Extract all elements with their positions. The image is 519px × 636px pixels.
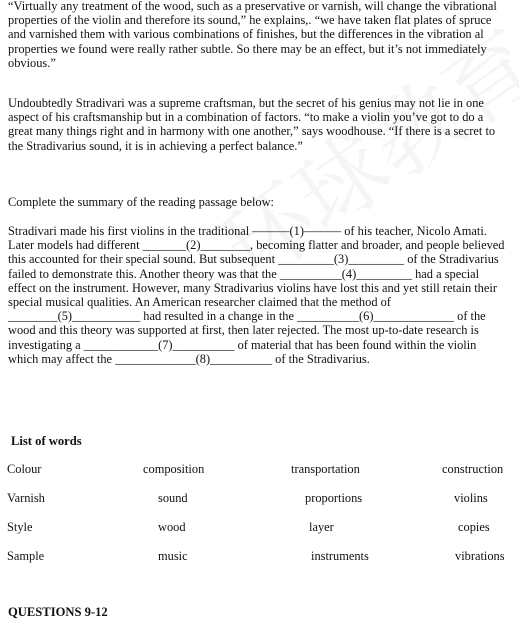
passage-paragraph-2: Undoubtedly Stradivari was a supreme craftsman, but the secret of his genius may not lie in one aspect of his craftsmanship but in a combination of factors. “to make a violin you’ve got to do a great many things right and in harmony with one another,” says woodhouse. “If there is a secret to the Stradivarius sound, it is in achieving a perfect balance.” bbox=[8, 96, 496, 153]
passage-paragraph-1: “Virtually any treatment of the wood, such as a preservative or varnish, will change the vibrational properties of the violin and therefore its sound,” he explains,. “we have taken flat plates of spruce and varnished them with various combinations of finishes, but the differences in the vibration al properties we found were really rather subtle. So there may be an effect, but it’s not immediately obvious.” bbox=[8, 0, 497, 70]
word: proportions bbox=[305, 491, 363, 505]
word: Style bbox=[7, 520, 33, 534]
word: copies bbox=[458, 520, 490, 534]
word-row bbox=[0, 549, 519, 565]
word: music bbox=[158, 549, 188, 563]
summary-text: of the Stradivarius failed to demonstrate this. Another theory was that the bbox=[8, 252, 499, 281]
gap-4: __________(4)_________ bbox=[279, 266, 413, 281]
word: Colour bbox=[7, 462, 42, 476]
gap-3: _________(3)_________ bbox=[278, 252, 405, 267]
gap-8: _____________(8)__________ bbox=[115, 351, 273, 366]
gap-1: ———(1)——— bbox=[252, 224, 342, 238]
word-row bbox=[0, 491, 519, 507]
word: composition bbox=[143, 462, 205, 476]
summary-text: had resulted in a change in the bbox=[140, 309, 298, 324]
list-of-words-title: List of words bbox=[11, 434, 82, 448]
word: vibrations bbox=[455, 549, 505, 563]
summary-text: , becoming flatter and broader, and people believed this accounted for their special sound. But subsequent bbox=[8, 238, 505, 267]
word: Varnish bbox=[7, 491, 45, 505]
gap-6: __________(6)_____________ bbox=[297, 309, 455, 324]
summary-paragraph bbox=[8, 224, 508, 366]
word: construction bbox=[442, 462, 504, 476]
gap-7: ____________(7)__________ bbox=[83, 337, 235, 352]
word-row bbox=[0, 462, 519, 478]
summary-text: of the wood and this theory was supported at first, then later rejected. The most up-to-date research is investigating a bbox=[8, 309, 486, 352]
summary-text: of his teacher, Nicolo Amati. Later models had different bbox=[8, 224, 487, 253]
word: violins bbox=[454, 491, 488, 505]
summary-text: of material that has been found within the violin which may affect the bbox=[8, 337, 477, 366]
word: Sample bbox=[7, 549, 45, 563]
questions-heading: QUESTIONS 9-12 bbox=[8, 605, 108, 619]
word-row bbox=[0, 520, 519, 536]
word: instruments bbox=[311, 549, 369, 563]
gap-5: ________(5)___________ bbox=[8, 309, 141, 324]
summary-text: had a special effect on the instrument. However, many Stradivarius violins have lost this and yet still retain their special musical qualities. An American researcher claimed that the method of bbox=[8, 266, 497, 310]
gap-2: _______(2)________ bbox=[142, 238, 251, 253]
word: transportation bbox=[291, 462, 360, 476]
summary-text: of the Stradivarius. bbox=[272, 351, 370, 366]
word: wood bbox=[158, 520, 186, 534]
word: layer bbox=[309, 520, 334, 534]
summary-instruction: Complete the summary of the reading passage below: bbox=[8, 195, 274, 209]
word: sound bbox=[158, 491, 188, 505]
summary-text: Stradivari made his first violins in the traditional bbox=[8, 224, 253, 238]
